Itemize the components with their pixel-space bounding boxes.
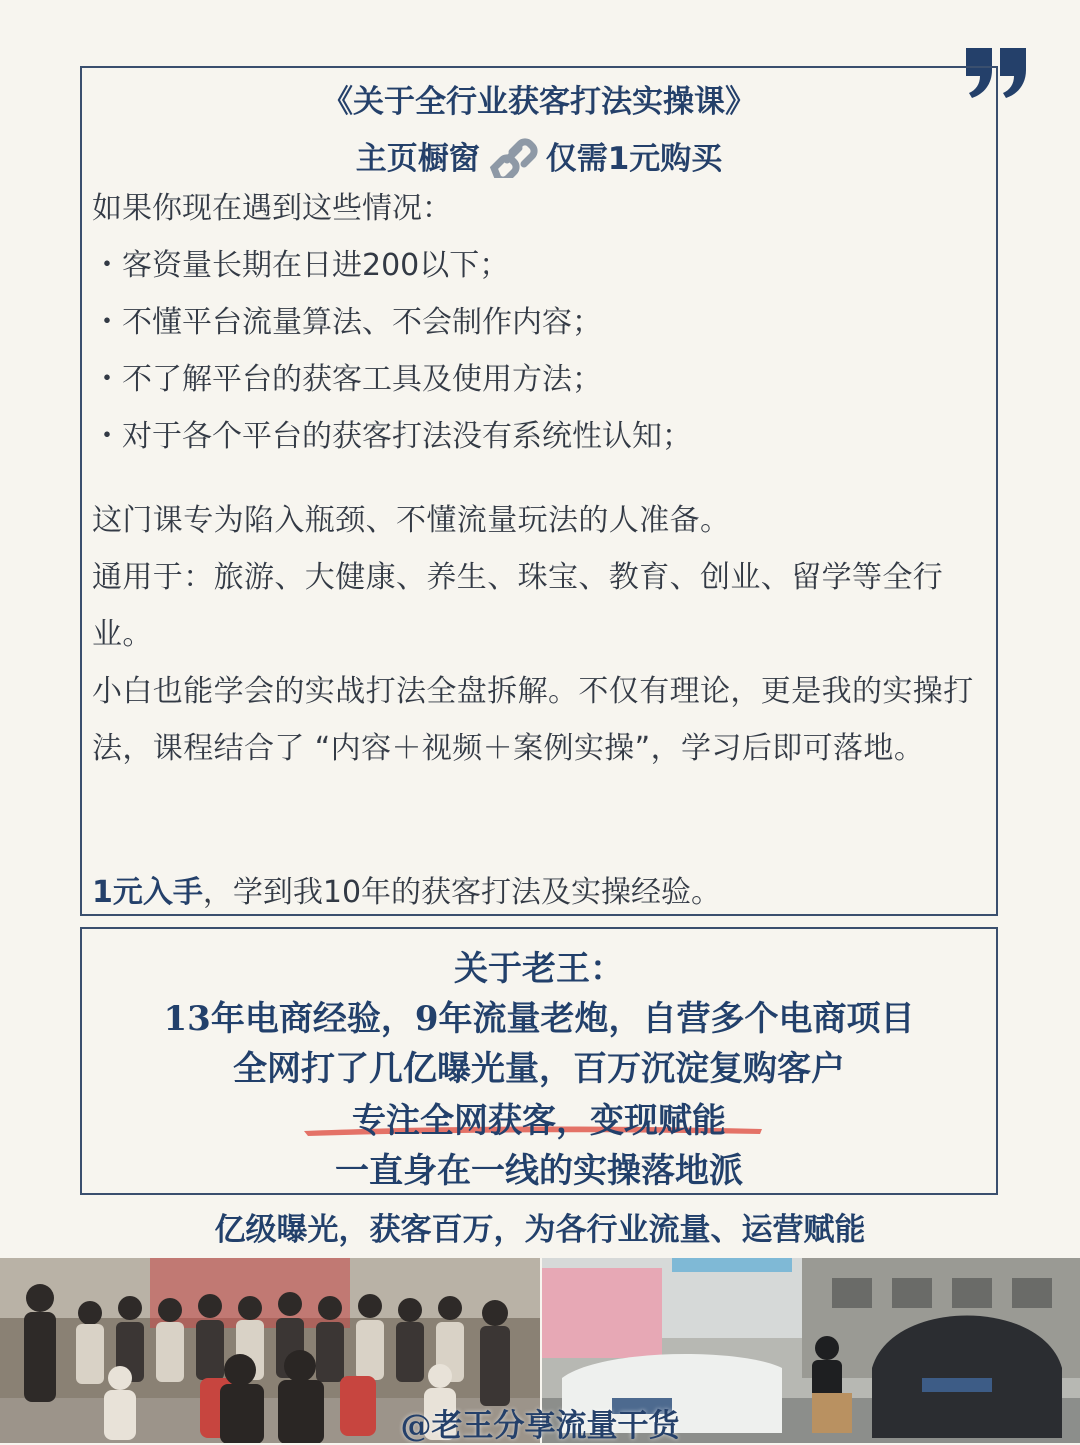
course-paragraph-3: 小白也能学会的实战打法全盘拆解。不仅有理论，更是我的实操打法，课程结合了 “内容＋视频＋案例实操”，学习后即可落地。 [92,674,974,766]
about-title: 关于老王： [454,949,624,989]
tagline: 亿级曝光，获客百万，为各行业流量、运营赋能 [214,1212,866,1248]
about-line: 一直身在一线的实操落地派 [335,1151,743,1191]
price-highlight: 1元入手 [92,875,203,910]
intro-lead: 如果你现在遇到这些情况： [92,191,452,226]
course-subtitle [82,132,996,178]
about-line: 全网打了几亿曝光量，百万沉淀复购客户 [233,1049,845,1089]
author-handle: @老王分享流量干货 [400,1408,680,1444]
about-line-highlighted: 专注全网获客，变现赋能 [352,1101,726,1141]
course-description [92,492,988,777]
about-card [80,927,998,1195]
link-emoji-icon [486,132,540,178]
course-title: 《关于全行业获客打法实操课》 [322,84,756,120]
price-line [92,864,988,921]
course-card [80,66,998,916]
intro-section [92,180,988,465]
list-item: ・ 不了解平台的获客工具及使用方法； [92,351,988,408]
list-item: ・ 对于各个平台的获客打法没有系统性认知； [92,408,988,465]
course-paragraph-1: 这门课专为陷入瓶颈、不懂流量玩法的人准备。 [92,503,731,538]
subtitle-left: 主页橱窗 [355,140,480,177]
price-detail: ，学到我10年的获客打法及实操经验。 [202,875,722,910]
course-paragraph-2: 通用于：旅游、大健康、养生、珠宝、教育、创业、留学等全行业。 [92,560,944,652]
list-item: ・ 客资量长期在日进200以下； [92,237,988,294]
about-line: 13年电商经验，9年流量老炮，自营多个电商项目 [163,999,915,1039]
subtitle-right: 仅需1元购买 [545,140,723,177]
list-item: ・ 不懂平台流量算法、不会制作内容； [92,294,988,351]
